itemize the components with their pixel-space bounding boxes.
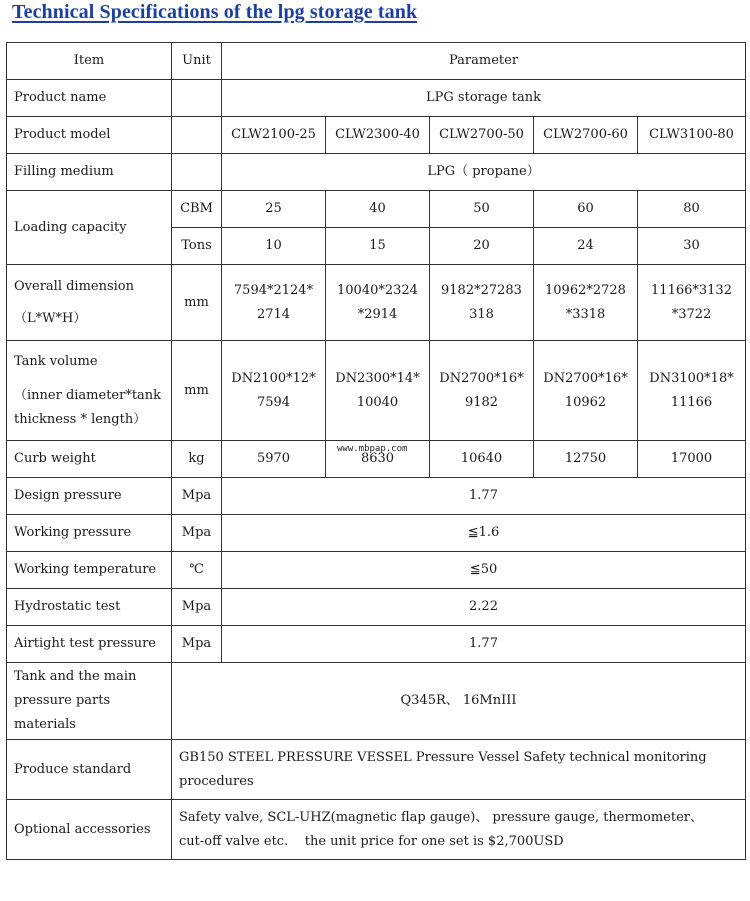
- standard-line: procedures: [179, 773, 254, 789]
- tank-volume-sublabel: thickness * length）: [14, 411, 147, 427]
- volume-line: DN2700*16*: [439, 370, 524, 386]
- model-value: CLW2100-25: [222, 117, 326, 154]
- dimension-line: 2714: [256, 306, 291, 322]
- table-row: [7, 552, 746, 589]
- row-label-tank-volume: [7, 341, 172, 441]
- row-label-product-name: Product name: [7, 80, 172, 117]
- dimension-line: *3318: [565, 306, 606, 322]
- cbm-value: 50: [430, 191, 534, 228]
- tons-value: 24: [534, 228, 638, 265]
- weight-value: 17000: [638, 441, 746, 478]
- watermark-text: www.mbpap.com: [337, 444, 408, 454]
- volume-value: [534, 341, 638, 441]
- table-row: [7, 663, 746, 740]
- volume-line: 7594: [256, 394, 291, 410]
- row-label-airtight-test: Airtight test pressure: [7, 626, 172, 663]
- unit-mpa: Mpa: [172, 515, 222, 552]
- working-pressure-value: ≦1.6: [222, 515, 746, 552]
- row-label-materials: [7, 663, 172, 740]
- dimension-value: [430, 265, 534, 341]
- volume-line: 11166: [670, 394, 713, 410]
- header-unit: Unit: [172, 43, 222, 80]
- table-row: [7, 800, 746, 860]
- unit-cell: [172, 117, 222, 154]
- cbm-value: 25: [222, 191, 326, 228]
- materials-label-line: materials: [14, 717, 76, 732]
- table-row: [7, 341, 746, 441]
- table-row: [7, 626, 746, 663]
- model-value: CLW3100-80: [638, 117, 746, 154]
- weight-value: 8630: [326, 441, 430, 478]
- unit-tons: Tons: [172, 228, 222, 265]
- filling-medium-value: LPG（ propane）: [222, 154, 746, 191]
- dimension-value: [638, 265, 746, 341]
- table-row: [7, 478, 746, 515]
- tons-value: 10: [222, 228, 326, 265]
- volume-value: [430, 341, 534, 441]
- table-row: [7, 589, 746, 626]
- volume-value: [326, 341, 430, 441]
- dimension-line: *2914: [357, 306, 398, 322]
- produce-standard-value: [172, 740, 746, 800]
- table-row: [7, 515, 746, 552]
- row-label-product-model: Product model: [7, 117, 172, 154]
- table-row: [7, 740, 746, 800]
- unit-cell: [172, 80, 222, 117]
- dimension-line: 318: [469, 306, 494, 322]
- dimension-line: 11166*3132: [651, 282, 732, 298]
- table-row: [7, 154, 746, 191]
- volume-line: 10962: [564, 394, 607, 410]
- volume-line: DN3100*18*: [649, 370, 734, 386]
- cbm-value: 80: [638, 191, 746, 228]
- tons-value: 20: [430, 228, 534, 265]
- unit-mpa: Mpa: [172, 626, 222, 663]
- row-label-hydrostatic-test: Hydrostatic test: [7, 589, 172, 626]
- volume-value: [638, 341, 746, 441]
- tank-volume-label: Tank volume: [14, 353, 98, 369]
- table-row: [7, 80, 746, 117]
- unit-cbm: CBM: [172, 191, 222, 228]
- table-row: [7, 191, 746, 228]
- accessories-line: cut-off valve etc. the unit price for one set is $2,700USD: [179, 833, 564, 849]
- overall-dimension-label: Overall dimension: [14, 278, 135, 294]
- dimension-value: [222, 265, 326, 341]
- weight-value: 10640: [430, 441, 534, 478]
- volume-line: 9182: [464, 394, 499, 410]
- dimension-line: 10040*2324: [337, 282, 418, 298]
- page-title: Technical Specifications of the lpg storage tank: [12, 1, 418, 23]
- table-row: [7, 117, 746, 154]
- row-label-curb-weight: Curb weight: [7, 441, 172, 478]
- dimension-line: *3722: [671, 306, 712, 322]
- working-temperature-value: ≦50: [222, 552, 746, 589]
- row-label-optional-accessories: Optional accessories: [7, 800, 172, 860]
- header-item: Item: [7, 43, 172, 80]
- unit-mm: mm: [172, 341, 222, 441]
- unit-mpa: Mpa: [172, 589, 222, 626]
- dimension-line: 10962*2728: [545, 282, 626, 298]
- hydrostatic-test-value: 2.22: [222, 589, 746, 626]
- model-value: CLW2700-60: [534, 117, 638, 154]
- cbm-value: 40: [326, 191, 430, 228]
- standard-line: GB150 STEEL PRESSURE VESSEL Pressure Vessel Safety technical monitoring: [179, 749, 707, 765]
- row-label-design-pressure: Design pressure: [7, 478, 172, 515]
- unit-cell: [172, 154, 222, 191]
- row-label-filling-medium: Filling medium: [7, 154, 172, 191]
- volume-line: DN2300*14*: [335, 370, 420, 386]
- unit-mm: mm: [172, 265, 222, 341]
- row-label-overall-dimension: [7, 265, 172, 341]
- weight-value: 5970: [222, 441, 326, 478]
- accessories-line: Safety valve, SCL-UHZ(magnetic flap gauge)、 pressure gauge, thermometer、: [179, 809, 704, 825]
- unit-celsius: ℃: [172, 552, 222, 589]
- materials-value: Q345R、 16MnIII: [172, 663, 746, 740]
- dimension-line: 9182*27283: [441, 282, 522, 298]
- row-label-working-temperature: Working temperature: [7, 552, 172, 589]
- dimension-line: 7594*2124*: [233, 282, 314, 298]
- unit-kg: kg: [172, 441, 222, 478]
- volume-line: DN2700*16*: [543, 370, 628, 386]
- dimension-value: [534, 265, 638, 341]
- table-row: [7, 265, 746, 341]
- row-label-working-pressure: Working pressure: [7, 515, 172, 552]
- volume-line: DN2100*12*: [231, 370, 316, 386]
- tank-volume-sublabel: （inner diameter*tank: [14, 387, 162, 403]
- volume-value: [222, 341, 326, 441]
- product-name-value: LPG storage tank: [222, 80, 746, 117]
- optional-accessories-value: [172, 800, 746, 860]
- volume-line: 10040: [356, 394, 399, 410]
- model-value: CLW2300-40: [326, 117, 430, 154]
- row-label-produce-standard: Produce standard: [7, 740, 172, 800]
- model-value: CLW2700-50: [430, 117, 534, 154]
- header-parameter: Parameter: [222, 43, 746, 80]
- weight-value: 12750: [534, 441, 638, 478]
- row-label-loading-capacity: Loading capacity: [7, 191, 172, 265]
- design-pressure-value: 1.77: [222, 478, 746, 515]
- dimension-value: [326, 265, 430, 341]
- unit-mpa: Mpa: [172, 478, 222, 515]
- materials-label-line: Tank and the main: [14, 669, 137, 684]
- tons-value: 15: [326, 228, 430, 265]
- tons-value: 30: [638, 228, 746, 265]
- overall-dimension-sublabel: （L*W*H）: [14, 310, 87, 326]
- materials-label-line: pressure parts: [14, 693, 111, 708]
- airtight-test-value: 1.77: [222, 626, 746, 663]
- header-row: [7, 43, 746, 80]
- cbm-value: 60: [534, 191, 638, 228]
